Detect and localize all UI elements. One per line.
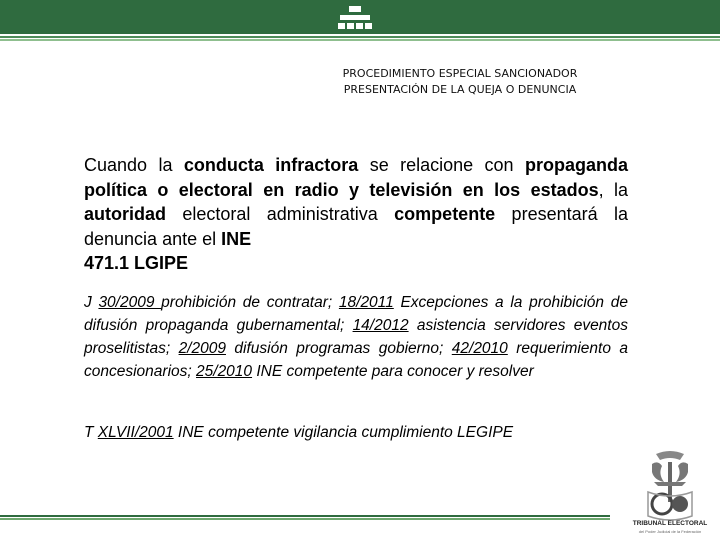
text: Excepciones a la prohibición de difusión propaganda gubernamental; <box>84 294 628 334</box>
text: Cuando la <box>84 155 184 175</box>
title-line-2: PRESENTACIÓN DE LA QUEJA O DENUNCIA <box>343 83 577 96</box>
text: INE competente para conocer y resolver <box>252 363 534 380</box>
seal-name: TRIBUNAL ELECTORAL <box>632 520 708 527</box>
footer-stripes <box>0 515 610 523</box>
text: prohibición de contratar; <box>161 294 339 311</box>
title-line-1: PROCEDIMIENTO ESPECIAL SANCIONADOR <box>342 67 578 80</box>
jurisprudence-link[interactable]: 25/2010 <box>196 363 253 380</box>
jurisprudence-paragraph <box>84 291 628 383</box>
text: requerimiento a concesionarios; <box>84 340 629 380</box>
thesis-link[interactable]: XLVII/2001 <box>97 424 174 441</box>
institution-logo-icon <box>332 3 378 33</box>
text: T <box>84 424 98 441</box>
text: presentará la denuncia ante el <box>84 204 628 249</box>
bold-text: propaganda política o electoral en radio y televisión en los estados <box>84 155 628 200</box>
jurisprudence-link[interactable]: 2/2009 <box>178 340 226 357</box>
text: J <box>84 294 99 311</box>
jurisprudence-link[interactable]: 18/2011 <box>338 294 394 311</box>
text: difusión programas gobierno; <box>225 340 452 357</box>
article-reference: 471.1 LGIPE <box>84 253 189 273</box>
bold-text: conducta infractora <box>183 155 359 175</box>
jurisprudence-link[interactable]: 30/2009 <box>98 294 162 311</box>
header-stripe <box>0 39 720 41</box>
bold-text: competente <box>394 204 496 224</box>
header-stripe <box>0 36 720 38</box>
footer-stripe <box>0 518 610 520</box>
text: , la <box>598 179 628 200</box>
thesis-paragraph <box>84 421 644 444</box>
bold-text: INE <box>221 228 252 249</box>
page-title <box>220 66 700 98</box>
text: asistencia servidores eventos proselitistas; <box>84 317 628 357</box>
bold-text: autoridad <box>84 204 167 224</box>
text: INE competente vigilancia cumplimiento LEGIPE <box>173 424 514 441</box>
jurisprudence-link[interactable]: 14/2012 <box>352 317 409 334</box>
text: se relacione con <box>358 155 525 175</box>
text: electoral administrativa <box>166 204 395 224</box>
main-paragraph <box>84 153 628 276</box>
footer-stripe <box>0 515 610 517</box>
jurisprudence-link[interactable]: 42/2010 <box>451 340 508 357</box>
seal-subtitle: del Poder Judicial de la Federación <box>638 529 702 534</box>
